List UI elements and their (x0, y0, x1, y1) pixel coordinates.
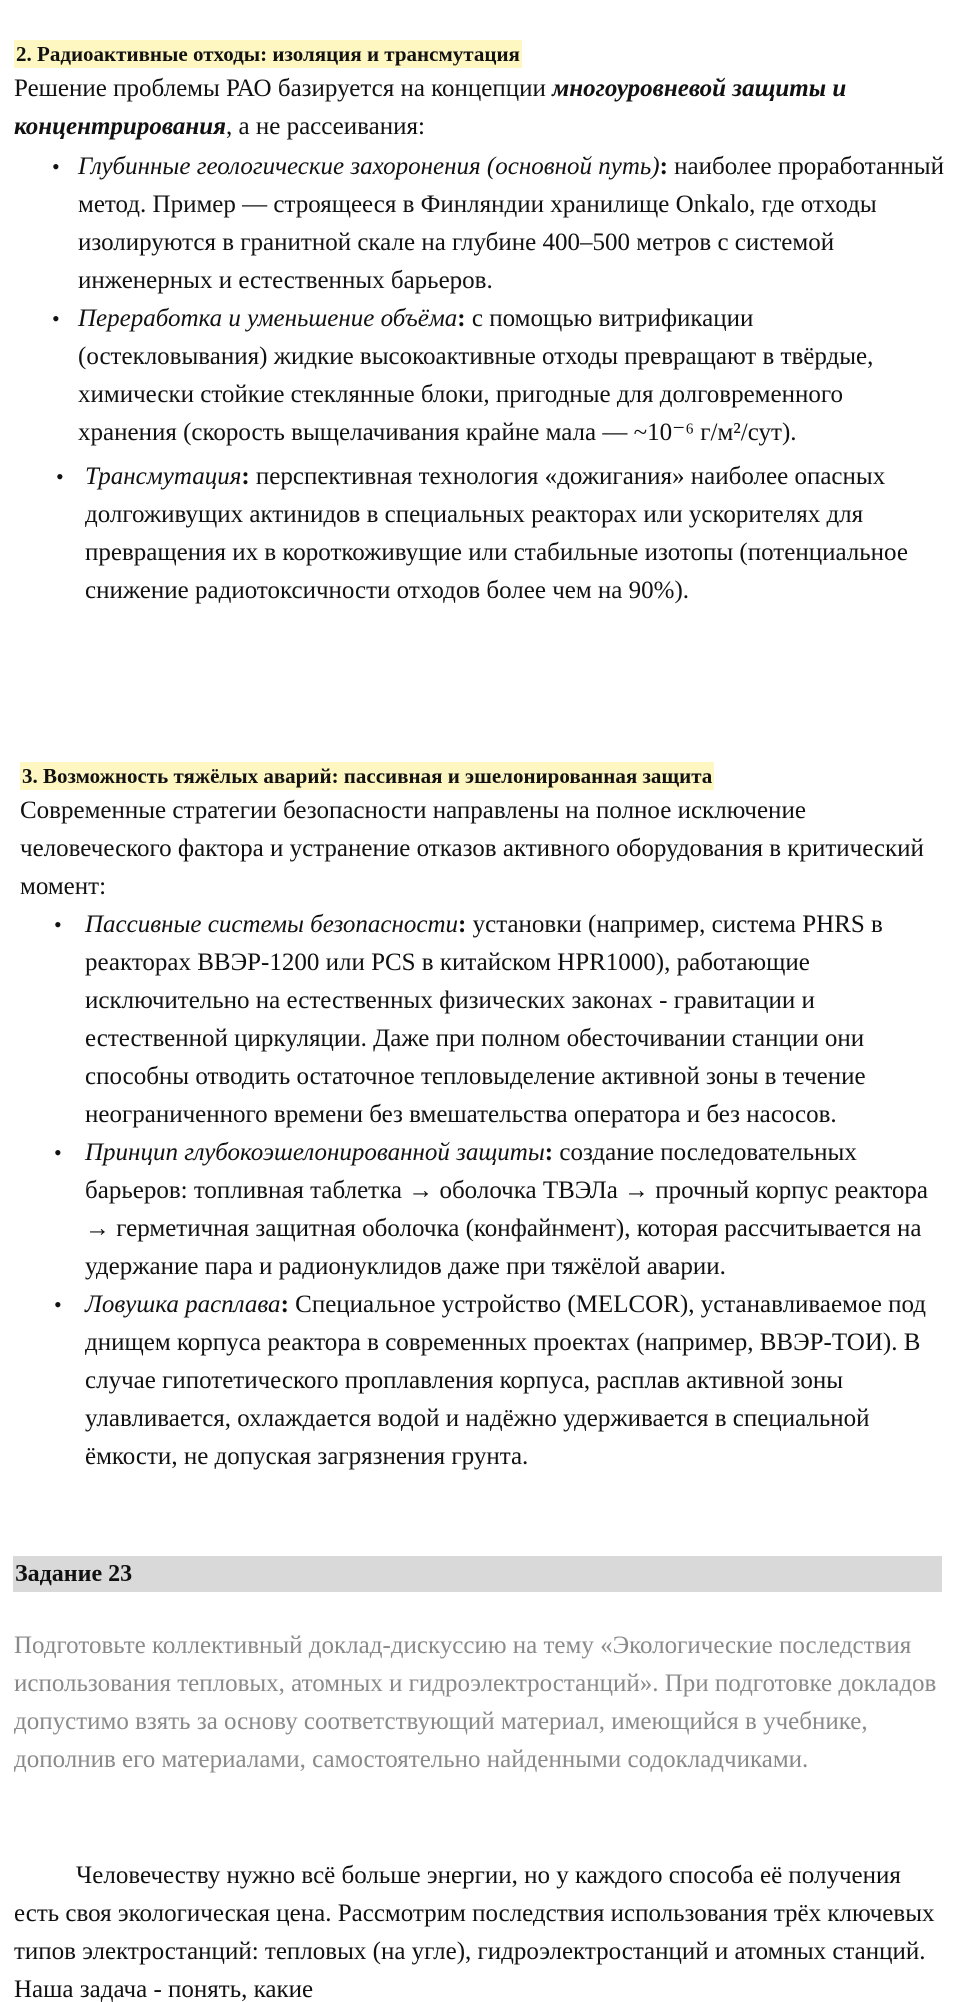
list-item (14, 300, 944, 452)
section-heading: 3. Возможность тяжёлых аварий: пассивная и эшелонированная защита (22, 764, 713, 788)
item-term: Трансмутация (85, 463, 242, 490)
answer-paragraph: Человечеству нужно всё больше энергии, но у каждого способа её получения есть своя экологическая цена. Рассмотрим последствия использования трёх ключевых типов электростанций: тепловых (на угле), гидроэлектростанций и атомных станций. Наша задача - понять, какие (14, 1862, 935, 2002)
bullet-icon: • (54, 1140, 62, 1165)
item-term: Глубинные геологические захоронения (основной путь) (78, 153, 660, 180)
section-severe-accidents (20, 762, 944, 1476)
item-colon: : (458, 911, 467, 938)
bullet-icon: • (54, 912, 62, 937)
item-text: перспективная технология «дожигания» наиболее опасных долгоживущих актинидов в специальных реакторах или ускорителях для превращения их в короткоживущие или стабильные изотопы (потенциальное снижение радиотоксичности отходов более чем на 90%). (85, 463, 908, 604)
bullet-icon: • (52, 306, 60, 331)
item-colon: : (544, 1139, 554, 1166)
item-term: Принцип глубокоэшелонированной защиты (85, 1139, 545, 1166)
section-intro: Современные стратегии безопасности направлены на полное исключение человеческого фактора и устранение отказов активного оборудования в критический момент: (20, 797, 924, 900)
list-item (20, 1286, 944, 1476)
intro-emphasis: многоуровневой защиты и концентрирования (14, 75, 847, 140)
item-text: установки (например, система PHRS в реакторах ВВЭР-1200 или PCS в китайском HPR1000), работающие исключительно на естественных физических законах - гравитации и естественной циркуляции. Даже при полном обесточивании станции они способны отводить остаточное тепловыделение активной зоны в течение неограниченного времени без вмешательства оператора и без насосов. (85, 911, 883, 1128)
item-text: с помощью витрификации (остекловывания) жидкие высокоактивные отходы превращают в твёрдые, химически стойкие стеклянные блоки, пригодные для долговременного хранения (скорость выщелачивания крайне мала — ~10⁻⁶ г/м²/сут). (78, 305, 874, 446)
section-heading: 2. Радиоактивные отходы: изоляция и трансмутация (16, 42, 520, 66)
item-colon: : (241, 463, 250, 490)
item-term: Пассивные системы безопасности (85, 911, 459, 938)
section-radioactive-waste (14, 40, 944, 610)
item-term: Ловушка расплава (85, 1291, 281, 1318)
list-item (20, 1134, 944, 1286)
item-colon: : (659, 153, 668, 180)
bullet-icon: • (52, 154, 60, 179)
bullet-list (14, 148, 944, 610)
item-colon: : (457, 305, 466, 332)
item-term: Переработка и уменьшение объёма (78, 305, 458, 332)
intro-text-end: , а не рассеивания: (226, 113, 425, 140)
task-header-bar (13, 1556, 942, 1592)
bullet-icon: • (56, 464, 64, 489)
list-item (20, 906, 944, 1134)
item-text: создание последовательных барьеров: топливная таблетка → оболочка ТВЭЛа → прочный корпус реактора → герметичная защитная оболочка (конфайнмент), которая рассчитывается на удержание пара и радионуклидов даже при тяжёлой аварии. (85, 1139, 929, 1280)
section-intro (14, 70, 944, 146)
list-item (14, 148, 944, 300)
item-text: наиболее проработанный метод. Пример — строящееся в Финляндии хранилище Onkalo, где отходы изолируются в гранитной скале на глубине 400–500 метров с системой инженерных и естественных барьеров. (78, 153, 944, 294)
task-title: Задание 23 (15, 1561, 133, 1587)
item-colon: : (280, 1291, 289, 1318)
task-description: Подготовьте коллективный доклад-дискуссию на тему «Экологические последствия использования тепловых, атомных и гидроэлектростанций». При подготовке докладов допустимо взять за основу соответствующий материал, имеющийся в учебнике, дополнив его материалами, самостоятельно найденными содокладчиками. (14, 1632, 937, 1773)
bullet-list (20, 906, 944, 1476)
bullet-icon: • (54, 1292, 62, 1317)
list-item (14, 458, 944, 610)
item-text: Специальное устройство (MELCOR), устанавливаемое под днищем корпуса реактора в современных проектах (например, ВВЭР-ТОИ). В случае гипотетического проплавления корпуса, расплав активной зоны улавливается, охлаждается водой и надёжно удерживается в специальной ёмкости, не допуская загрязнения грунта. (85, 1291, 926, 1470)
intro-text: Решение проблемы РАО базируется на концепции (14, 75, 553, 102)
